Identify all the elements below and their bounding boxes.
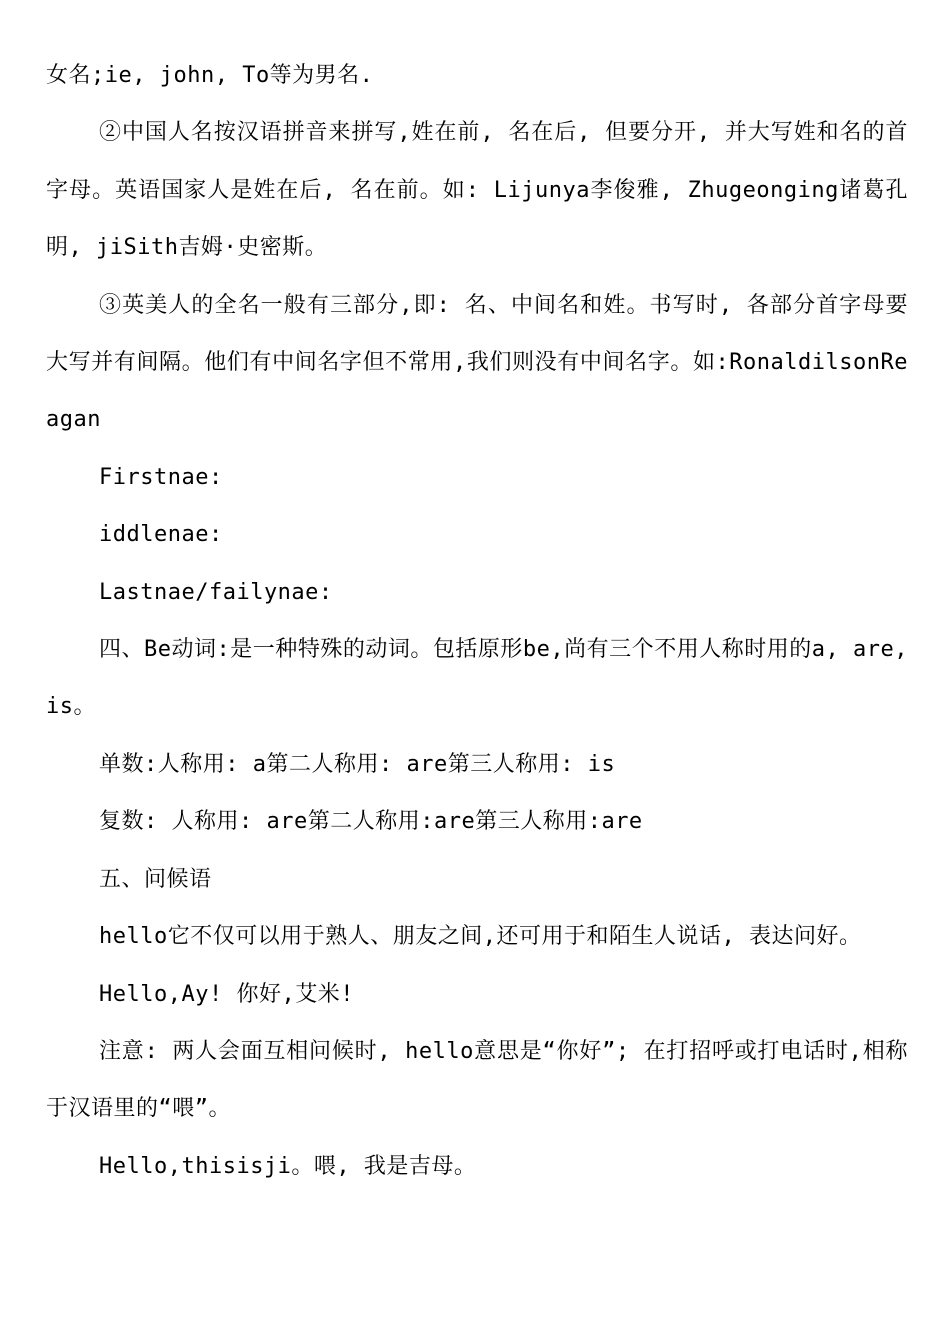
middle-name-label: iddlenae: (99, 522, 223, 548)
section-be-verb: 四、Be动词:是一种特殊的动词。包括原形be,尚有三个不用人称时用的a, are, is。 (46, 637, 908, 720)
paragraph-note: 注意: 两人会面互相问候时, hello意思是“你好”; 在打招呼或打电话时,相称于汉语里的“喂”。 (46, 1038, 908, 1122)
paragraph-hello-usage: hello它不仅可以用于熟人、朋友之间,还可用于和陌生人说话, 表达问好。 (99, 924, 862, 950)
last-name-label: Lastnae/failynae: (99, 579, 333, 605)
plural-forms: 复数: 人称用: are第二人称用:are第三人称用:are (99, 809, 643, 835)
first-name-label: Firstnae: (99, 464, 223, 490)
paragraph-chinese-names: ②中国人名按汉语拼音来拼写,姓在前, 名在后, 但要分开, 并大写姓和名的首字母。英语国家人是姓在后, 名在前。如: Lijunya李俊雅, Zhugeonging诸葛孔明, jiSith吉姆·史密斯。 (46, 120, 908, 261)
section-greetings-heading: 五、问候语 (99, 866, 212, 892)
paragraph-name-ending: 女名;ie, john, To等为男名. (46, 63, 374, 88)
paragraph-english-full-names: ③英美人的全名一般有三部分,即: 名、中间名和姓。书写时, 各部分首字母要大写并有间隔。他们有中间名字但不常用,我们则没有中间名字。如:RonaldilsonReagan (46, 292, 908, 433)
singular-forms: 单数:人称用: a第二人称用: are第三人称用: is (99, 751, 616, 777)
example-hello-amy: Hello,Ay! 你好,艾米! (99, 981, 354, 1007)
document-body (46, 47, 908, 1195)
example-phone-greeting: Hello,thisisji。喂, 我是吉母。 (99, 1153, 477, 1179)
